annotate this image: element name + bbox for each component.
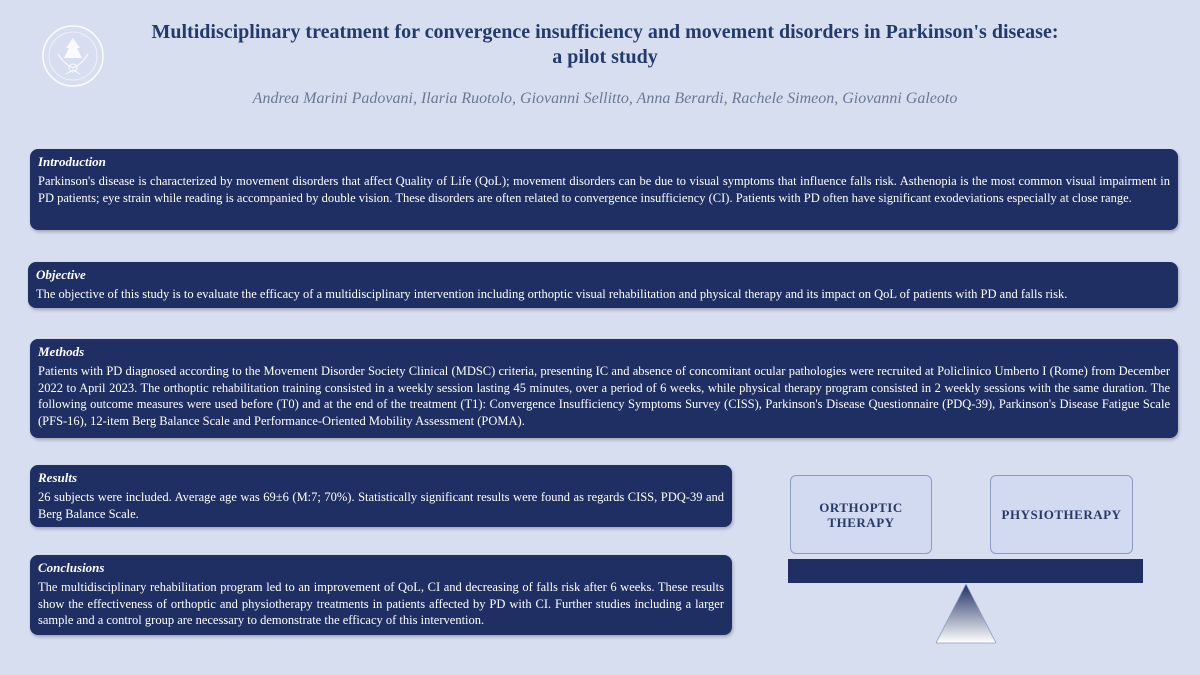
results-text: 26 subjects were included. Average age was 69±6 (M:7; 70%). Statistically significant results were found as regards CISS, PDQ-39 and Berg Balance Scale. (38, 490, 724, 521)
author-list: Andrea Marini Padovani, Ilaria Ruotolo, Giovanni Sellitto, Anna Berardi, Rachele Simeon, Giovanni Galeoto (252, 90, 958, 107)
orthoptic-label-line-2: THERAPY (827, 514, 895, 530)
objective-text: The objective of this study is to evaluate the efficacy of a multidisciplinary intervention including orthoptic visual rehabilitation and physical therapy and its impact on QoL of patients with PD and falls risk. (36, 287, 1068, 301)
orthoptic-label-line-1: ORTHOPTIC (819, 499, 903, 515)
objective-panel (28, 262, 1178, 308)
title-line-2: a pilot study (552, 46, 658, 68)
results-panel (30, 465, 732, 527)
methods-panel (30, 339, 1178, 438)
conclusions-text: The multidisciplinary rehabilitation program led to an improvement of QoL, CI and decreasing of falls risk after 6 weeks. These results show the effectiveness of orthoptic and physiotherapy treatments in patients affected by PD with CI. Further studies including a larger sample and a control group are necessary to demonstrate the efficacy of this intervention. (38, 580, 724, 627)
poster-title (120, 20, 1090, 70)
physiotherapy-box (990, 475, 1133, 554)
balance-beam (788, 559, 1143, 583)
introduction-panel (30, 149, 1178, 230)
conclusions-panel (30, 555, 732, 635)
introduction-heading: Introduction (38, 154, 106, 169)
orthoptic-therapy-box (790, 475, 932, 554)
conclusions-heading: Conclusions (38, 560, 105, 575)
physiotherapy-label: PHYSIOTHERAPY (1001, 507, 1122, 522)
introduction-text: Parkinson's disease is characterized by movement disorders that affect Quality of Life (QoL); movement disorders can be due to visual symptoms that influence falls risk. Asthenopia is the most common visual impairment in PD patients; eye strain while reading is accompanied by double vision. These disorders are often related to convergence insufficiency (CI). Patients with PD often have significant exodeviations especially at close range. (38, 174, 1170, 205)
results-heading: Results (38, 470, 78, 485)
title-line-1: Multidisciplinary treatment for convergence insufficiency and movement disorders in Parkinson's disease: (151, 21, 1059, 43)
objective-heading: Objective (36, 267, 86, 282)
university-seal-icon (36, 24, 110, 88)
methods-text: Patients with PD diagnosed according to the Movement Disorder Society Clinical (MDSC) criteria, presenting IC and absence of concomitant ocular pathologies were recruited at Policlinico Umberto I (Rome) from December 2022 to April 2023. The orthoptic rehabilitation training consisted in a weekly session lasting 45 minutes, over a period of 6 weeks, while physical therapy program consisted in 2 weekly sessions with the same duration. The following outcome measures were used before (T0) and at the end of the treatment (T1): Convergence Insufficiency Symptoms Survey (CISS), Parkinson's Disease Questionnaire (PDQ-39), Parkinson's Disease Fatigue Scale (PFS-16), 12-item Berg Balance Scale and Performance-Oriented Mobility Assessment (POMA). (38, 364, 1170, 428)
balance-fulcrum-icon (936, 584, 996, 644)
methods-heading: Methods (38, 344, 85, 359)
